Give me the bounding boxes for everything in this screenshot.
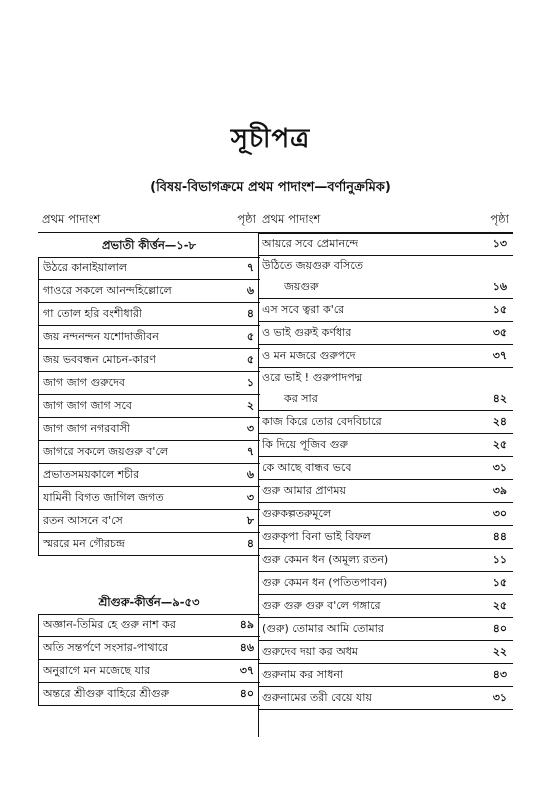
- index-entry-continuation: [258, 388, 513, 411]
- entry-page: ৩১: [492, 460, 507, 474]
- index-entry: [258, 299, 513, 322]
- entry-page: ৩৭: [492, 348, 507, 362]
- index-entry: [258, 687, 513, 710]
- entry-page: ৪২: [492, 391, 507, 405]
- right-column: [258, 208, 513, 710]
- index-entry: [38, 464, 260, 487]
- page-title: সূচীপত্র: [230, 124, 311, 154]
- entry-title: জয় ভববন্ধন মোচন-কারণ: [43, 352, 156, 366]
- entry-page: ৪৯: [239, 618, 254, 631]
- entry-title: গা তোল হরি বংশীধারী: [43, 306, 143, 320]
- entry-title: গুরুকল্পতরুমূলে: [262, 506, 332, 520]
- index-entry: [258, 233, 513, 256]
- entry-page: ২২: [492, 644, 507, 658]
- index-entry: [38, 487, 260, 510]
- index-entry: [258, 572, 513, 595]
- entry-title: এস সবে ত্বরা ক'রে: [262, 302, 345, 316]
- entry-page: ৩১: [492, 690, 507, 704]
- index-entry: [38, 510, 260, 533]
- index-entry: [258, 411, 513, 434]
- entry-page: ৪: [246, 536, 254, 550]
- entry-title: উঠিতে জয়গুরু বসিতে: [262, 258, 363, 272]
- right-header-page: পৃষ্ঠা: [490, 211, 509, 226]
- entry-title: অন্তরে শ্রীগুরু বাহিরে শ্রীগুরু: [43, 686, 170, 700]
- entry-title: জয় নন্দনন্দন যশোদাজীবন: [43, 329, 159, 343]
- index-entry: [258, 322, 513, 345]
- entry-title: গাওরে সকলে আনন্দহিল্লোলে: [43, 283, 172, 297]
- index-entry: [38, 533, 260, 556]
- index-entry: [258, 368, 513, 388]
- left-column-header: [38, 208, 260, 232]
- index-entry: [258, 503, 513, 526]
- index-entry: [38, 660, 260, 683]
- right-column-header: [258, 208, 513, 232]
- index-entry: [258, 664, 513, 687]
- entry-page: ৪: [246, 306, 254, 320]
- entry-page: ৫: [246, 329, 254, 343]
- index-entry: [258, 345, 513, 368]
- right-header-label: প্রথম পাদাংশ: [262, 211, 321, 226]
- entry-title: জাগ জাগ গুরুদেব: [43, 375, 125, 389]
- entry-page: ১১: [492, 552, 507, 566]
- entry-title: অতি সন্তর্পণে সংসার-পাথারে: [43, 640, 169, 654]
- index-entry: [38, 395, 260, 418]
- index-entry: [258, 480, 513, 503]
- index-entry: [38, 441, 260, 464]
- index-entry: [258, 549, 513, 572]
- entry-page: ৩৯: [492, 483, 507, 497]
- left-header-label: প্রথম পাদাংশ: [42, 211, 101, 226]
- index-entry: [38, 683, 260, 706]
- index-entry: [38, 303, 260, 326]
- entry-page: ১৬: [492, 279, 507, 293]
- entry-page: ৪৩: [492, 667, 507, 681]
- entry-page: ১৩: [492, 237, 507, 250]
- entry-page: ৫: [246, 352, 254, 366]
- entry-title: অনুরাগে মন মজেছে যার: [43, 663, 151, 677]
- entry-page: ১৫: [492, 575, 507, 589]
- entry-page: ৪০: [492, 621, 507, 635]
- entry-page: ৪৬: [239, 640, 254, 654]
- entry-title: জাগরে সকলে জয়গুরু ব'লে: [43, 444, 169, 458]
- entry-title: স্মররে মন গৌরচন্দ্র: [43, 536, 125, 550]
- entry-title: অজ্ঞান-তিমির হে গুরু নাশ কর: [43, 618, 176, 631]
- index-entry: [38, 326, 260, 349]
- entry-title: গুরুনাম কর সাধনা: [262, 667, 344, 681]
- entry-title: উঠরে কানাইয়ালাল: [43, 261, 128, 274]
- entry-title: গুরু কেমন ধন (পতিতপাবন): [262, 575, 388, 589]
- entry-title: রতন আসনে ব'সে: [43, 513, 123, 527]
- entry-title: ওরে ভাই ! গুরুপাদপদ্ম: [262, 370, 363, 384]
- entry-title: গুরু কেমন ধন (অমূল্য রতন): [262, 552, 389, 566]
- section-heading-guru: শ্রীগুরু-কীর্ত্তন—৯-৫৩: [98, 595, 200, 609]
- index-entry: [38, 418, 260, 441]
- index-entry: [258, 434, 513, 457]
- index-entry: [258, 457, 513, 480]
- index-entry: [38, 349, 260, 372]
- entry-page: ৩৫: [492, 325, 507, 339]
- entry-page: ২৪: [492, 414, 507, 428]
- entry-title: জাগ জাগ জাগ সবে: [43, 398, 133, 412]
- index-entry: [38, 280, 260, 303]
- entry-title: ও ভাই গুরুই কর্ণধার: [262, 325, 352, 339]
- entry-page: ৩: [246, 421, 254, 435]
- entry-title-continuation: কর সার: [284, 391, 318, 405]
- entry-page: ২৫: [492, 598, 507, 612]
- index-entry: [38, 637, 260, 660]
- entry-title: কি দিয়ে পূজিব গুরু: [262, 437, 348, 451]
- morning-entries: [38, 257, 260, 556]
- entry-title: গুরুকৃপা বিনা ভাই বিফল: [262, 529, 371, 543]
- entry-title: গুরুনামের তরী বেয়ে যায়: [262, 690, 372, 704]
- right-entries: [258, 233, 513, 710]
- entry-title: কাজ কিরে তোর বেদবিচারে: [262, 414, 382, 428]
- index-entry: [258, 256, 513, 276]
- entry-page: ৩০: [492, 506, 507, 520]
- entry-page: ৭: [246, 444, 254, 458]
- left-header-page: পৃষ্ঠা: [237, 211, 256, 226]
- index-entry: [258, 526, 513, 549]
- entry-page: ২৫: [492, 437, 507, 451]
- entry-title: যামিনী বিগত জাগিল জগত: [43, 490, 164, 504]
- entry-page: ৬: [246, 283, 254, 297]
- left-column: [38, 208, 260, 706]
- section-heading-morning: প্রভাতী কীর্ত্তন—১-৮: [101, 238, 197, 252]
- entry-page: ৩: [246, 490, 254, 504]
- entry-title-continuation: জয়গুরু: [284, 279, 319, 293]
- entry-page: ৩৭: [239, 663, 254, 677]
- entry-page: ১৫: [492, 302, 507, 316]
- index-entry: [38, 372, 260, 395]
- index-entry: [258, 618, 513, 641]
- page-subtitle: (বিষয়-বিভাগক্রমে প্রথম পাদাংশ—বর্ণানুক্রমিক): [150, 180, 391, 195]
- entry-title: গুরুদেব দয়া কর অধম: [262, 644, 359, 658]
- entry-title: গুরু আমার প্রাণময়: [262, 483, 347, 497]
- entry-title: ও মন মজরে গুরুপদে: [262, 348, 356, 362]
- entry-title: জাগ জাগ নগরবাসী: [43, 421, 131, 435]
- entry-page: ৪০: [239, 686, 254, 700]
- index-entry: [38, 614, 260, 637]
- entry-title: আয়রে সবে প্রেমানন্দে: [262, 237, 359, 250]
- index-entry: [38, 257, 260, 280]
- entry-page: ৮: [246, 513, 254, 527]
- index-entry-continuation: [258, 276, 513, 299]
- entry-title: (গুরু) তোমার আমি তোমার: [262, 621, 384, 635]
- index-entry: [258, 595, 513, 618]
- guru-entries: [38, 614, 260, 706]
- entry-page: ৬: [246, 467, 254, 481]
- entry-page: ৭: [246, 261, 254, 274]
- entry-page: ২: [246, 398, 254, 412]
- entry-page: ১: [246, 375, 254, 389]
- entry-title: কে আছে বান্ধব ভবে: [262, 460, 352, 474]
- entry-page: ৪৪: [492, 529, 507, 543]
- entry-title: প্রভাতসময়কালে শচীর: [43, 467, 140, 481]
- entry-title: গুরু গুরু গুরু ব'লে গঙ্গারে: [262, 598, 381, 612]
- index-entry: [258, 641, 513, 664]
